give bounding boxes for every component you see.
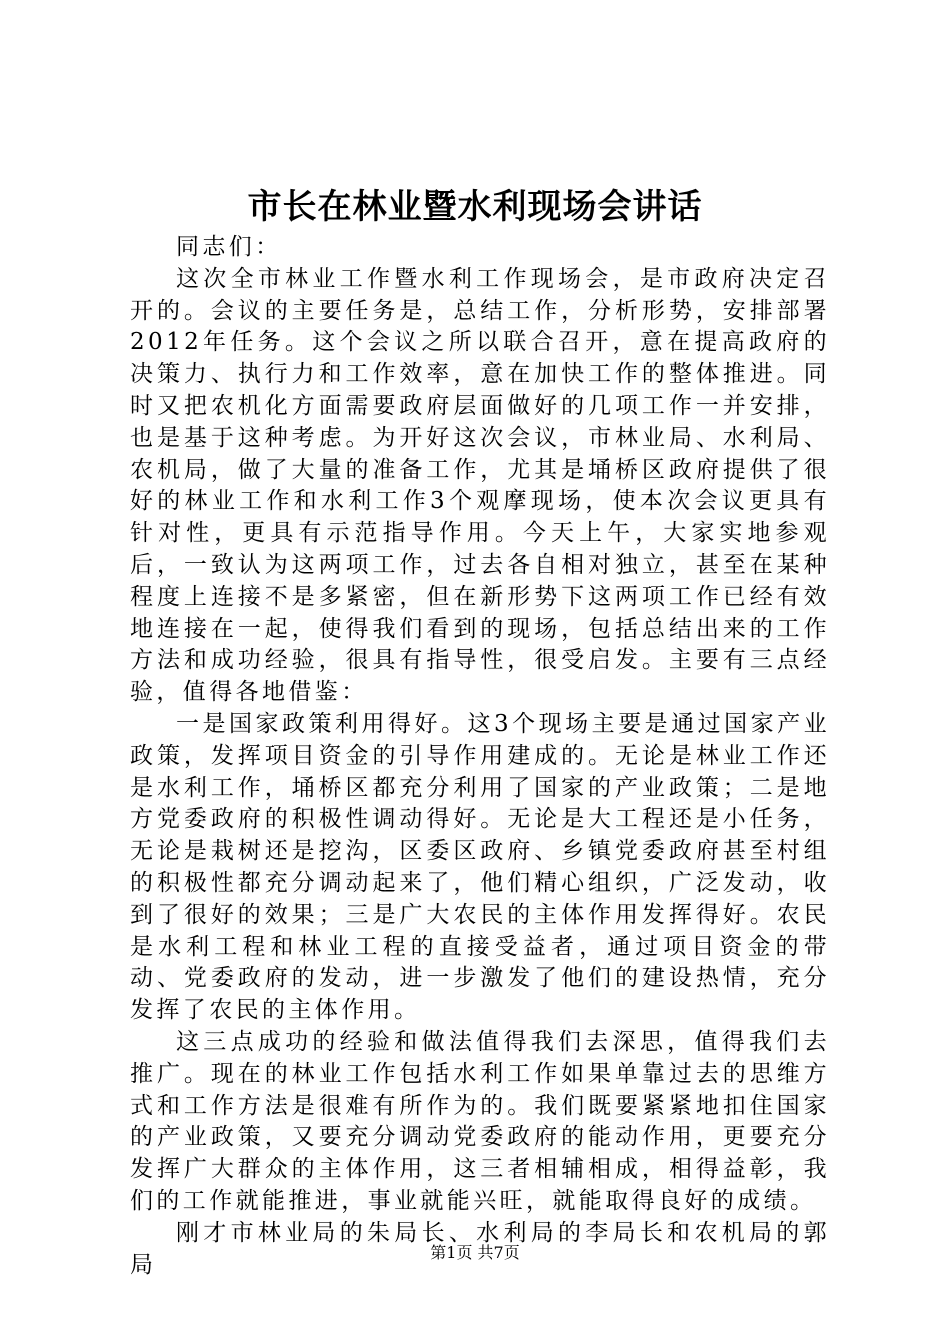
paragraph-4: 刚才市林业局的朱局长、水利局的李局长和农机局的郭局 (130, 1219, 830, 1278)
page-footer: 第1页 共7页 (430, 1243, 520, 1262)
greeting-line: 同志们： (176, 234, 282, 260)
document-title: 市长在林业暨水利现场会讲话 (247, 187, 703, 227)
paragraph-1: 这次全市林业工作暨水利工作现场会，是市政府决定召开的。会议的主要任务是，总结工作，分析形势，安排部署2012年任务。这个会议之所以联合召开，意在提高政府的决策力、执行力和工作效率，意在加快工作的整体推进。同时又把农机化方面需要政府层面做好的几项工作一并安排，也是基于这种考虑。为开好这次会议，市林业局、水利局、农机局，做了大量的准备工作，尤其是埇桥区政府提供了很好的林业工作和水利工作3个观摩现场，使本次会议更具有针对性，更具有示范指导作用。今天上午，大家实地参观后，一致认为这两项工作，过去各自相对独立，甚至在某种程度上连接不是多紧密，但在新形势下这两项工作已经有效地连接在一起，使得我们看到的现场，包括总结出来的工作方法和成功经验，很具有指导性，很受启发。主要有三点经验，值得各地借鉴： (130, 265, 830, 706)
paragraph-2: 一是国家政策利用得好。这3个现场主要是通过国家产业政策，发挥项目资金的引导作用建成的。无论是林业工作还是水利工作，埇桥区都充分利用了国家的产业政策；二是地方党委政府的积极性调动得好。无论是大工程还是小任务，无论是栽树还是挖沟，区委区政府、乡镇党委政府甚至村组的积极性都充分调动起来了，他们精心组织，广泛发动，收到了很好的效果；三是广大农民的主体作用发挥得好。农民是水利工程和林业工程的直接受益者，通过项目资金的带动、党委政府的发动，进一步激发了他们的建设热情，充分发挥了农民的主体作用。 (130, 710, 830, 1024)
document-body (130, 232, 830, 1281)
paragraph-3: 这三点成功的经验和做法值得我们去深思，值得我们去推广。现在的林业工作包括水利工作如果单靠过去的思维方式和工作方法是很难有所作为的。我们既要紧紧地扣住国家的产业政策，又要充分调动党委政府的能动作用，更要充分发挥广大群众的主体作用，这三者相辅相成，相得益彰，我们的工作就能推进，事业就能兴旺，就能取得良好的成绩。 (130, 1028, 830, 1214)
